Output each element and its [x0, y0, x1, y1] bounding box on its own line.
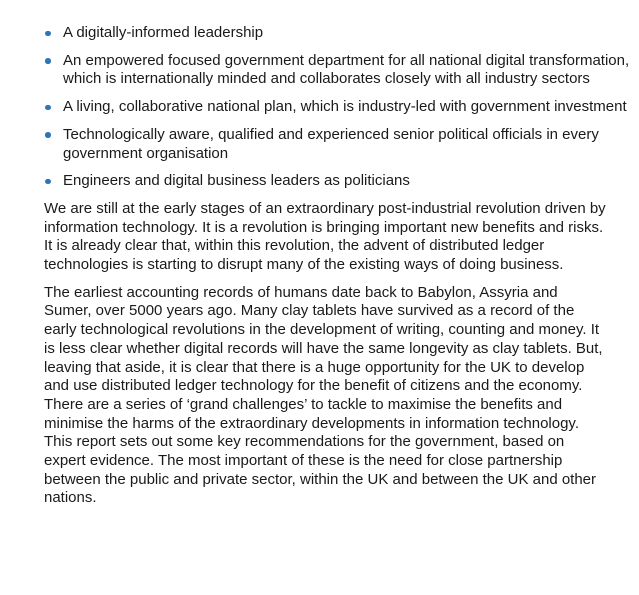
list-item-text: A digitally-informed leadership	[63, 24, 264, 41]
list-item-text: A living, collaborative national plan, which is industry-led with government investment	[63, 98, 627, 116]
intro-paragraph: We are still at the early stages of an extraordinary post-industrial revolution driven by information technology. It is a revolution is bringing important new benefits and risks. It is already clear that, within this revolution, the advent of distributed ledger technologies is starting to disrupt many of the existing ways of doing business.	[44, 199, 606, 274]
list-item	[44, 172, 634, 191]
bullet-dot-icon	[45, 31, 51, 37]
list-item-text: Technologically aware, qualified and experienced senior political officials in every government organisation	[63, 125, 599, 162]
list-item	[44, 98, 634, 117]
list-item	[44, 24, 634, 43]
list-item	[44, 126, 634, 163]
document-body	[44, 24, 634, 517]
list-item-text: An empowered focused government department for all national digital transformation, which is internationally minded and collaborates closely with all industry sectors	[63, 51, 630, 88]
bullet-dot-icon	[45, 179, 51, 185]
history-paragraph: The earliest accounting records of humans date back to Babylon, Assyria and Sumer, over 5000 years ago. Many clay tablets have survived as a record of the early technological revolutions in the development of writing, counting and money. It is less clear whether digital records will have the same longevity as clay tablets. But, leaving that aside, it is clear that there is a huge opportunity for the UK to develop and use distributed ledger technology for the benefit of citizens and the economy. There are a series of ‘grand challenges’ to tackle to maximise the benefits and minimise the harms of the extraordinary developments in information technology. This report sets out some key recommendations for the government, based on expert evidence. The most important of these is the need for close partnership between the public and private sector, within the UK and between the UK and other nations.	[44, 283, 603, 507]
recommendation-list	[44, 24, 634, 191]
list-item-text: Engineers and digital business leaders as politicians	[63, 172, 410, 190]
bullet-dot-icon	[45, 105, 51, 111]
bullet-dot-icon	[45, 58, 51, 64]
list-item	[44, 52, 634, 89]
bullet-dot-icon	[45, 132, 51, 138]
